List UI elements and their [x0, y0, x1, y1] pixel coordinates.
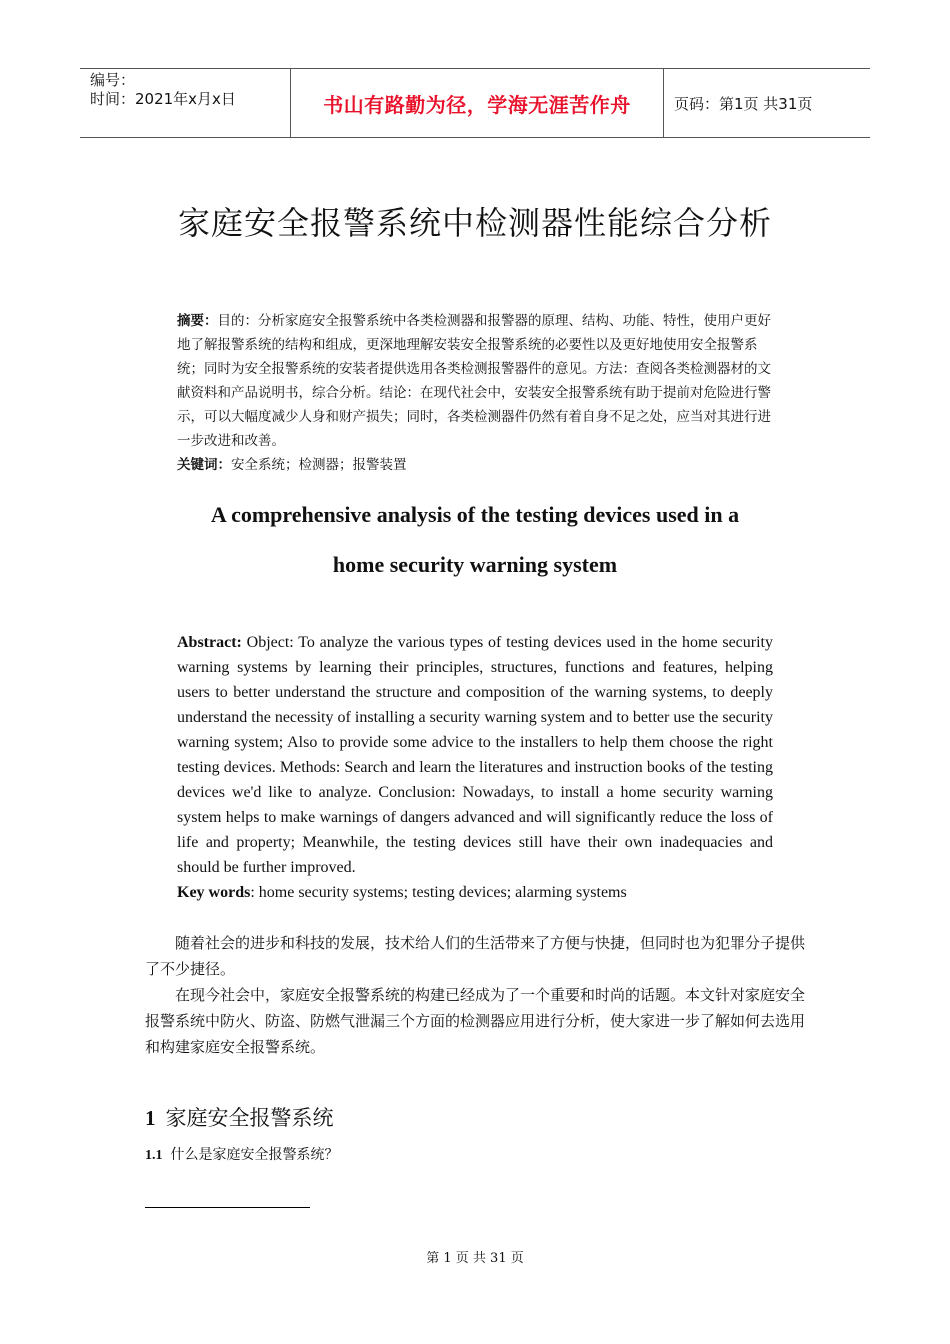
header-meta	[80, 69, 291, 137]
section-1-title: 家庭安全报警系统	[165, 1106, 334, 1130]
english-abstract	[177, 630, 773, 905]
header-time-label: 时间：2021年x月x日	[90, 90, 236, 108]
document-title: 家庭安全报警系统中检测器性能综合分析	[177, 204, 772, 242]
header-page-cell	[664, 69, 870, 137]
cn-abstract-text: 目的：分析家庭安全报警系统中各类检测器和报警器的原理、结构、功能、特性，使用户更好地了解报警系统的结构和组成，更深地理解安装安全报警系统的必要性以及更好地使用安全报警系统；同时为安全报警系统的安装者提供选用各类检测报警器件的意见。方法：查阅各类检测器材的文献资料和产品说明书，综合分析。结论：在现代社会中，安装安全报警系统有助于提前对危险进行警示，可以大幅度减少人身和财产损失；同时，各类检测器件仍然有着自身不足之处，应当对其进行进一步改进和改善。	[177, 313, 771, 449]
cn-keywords-label: 关键词：	[177, 457, 231, 473]
english-title	[0, 490, 950, 590]
en-keywords: : home security systems; testing devices; alarming systems	[250, 884, 627, 901]
body-paragraph-1: 随着社会的进步和科技的发展，技术给人们的生活带来了方便与快捷，但同时也为犯罪分子提供了不少捷径。	[145, 934, 806, 978]
section-1-number: 1	[145, 1106, 156, 1130]
header-number-label: 编号：	[90, 71, 136, 89]
section-heading-1-1	[145, 1144, 339, 1164]
english-title-line2: home security warning system	[332, 552, 618, 577]
cn-abstract-label: 摘要：	[177, 313, 218, 329]
english-title-line1: A comprehensive analysis of the testing devices used in a	[210, 502, 740, 527]
section-1-1-title: 什么是家庭安全报警系统？	[170, 1147, 339, 1163]
en-abstract-text: Object: To analyze the various types of testing devices used in the home security warning systems by learning their principles, structures, functions and features, helping users to better understand the structure and composition of the warning systems, to deeply understand the necessity of installing a security warning system and to better use the security warning system; Also to provide some advice to the installers to help them choose the right testing devices. Methods: Search and learn the literatures and instruction books of the testing devices we'd like to analyze. Conclusion: Nowadays, to install a home security warning system helps to make warnings of dangers advanced and will significantly reduce the loss of life and property; Meanwhile, the testing devices still have their own inadequacies and should be further improved.	[177, 634, 773, 876]
body-text	[145, 930, 805, 1060]
en-keywords-label: Key words	[177, 884, 251, 901]
header-motto: 书山有路勤为径，学海无涯苦作舟	[323, 92, 631, 117]
cn-keywords: 安全系统；检测器；报警装置	[231, 457, 407, 473]
section-1-1-number: 1.1	[145, 1148, 163, 1163]
section-heading-1	[145, 1102, 334, 1132]
chinese-abstract	[177, 309, 773, 477]
body-paragraph-2: 在现今社会中，家庭安全报警系统的构建已经成为了一个重要和时尚的话题。本文针对家庭安全报警系统中防火、防盗、防燃气泄漏三个方面的检测器应用进行分析，使大家进一步了解如何去选用和构建家庭安全报警系统。	[145, 986, 806, 1056]
document-header	[80, 68, 870, 138]
header-page-info: 页码：第1页 共31页	[674, 94, 813, 113]
page-footer: 第 1 页 共 31 页	[426, 1251, 524, 1266]
en-abstract-label: Abstract:	[177, 634, 242, 651]
header-motto-cell	[291, 69, 664, 137]
footnote-separator	[145, 1207, 310, 1208]
